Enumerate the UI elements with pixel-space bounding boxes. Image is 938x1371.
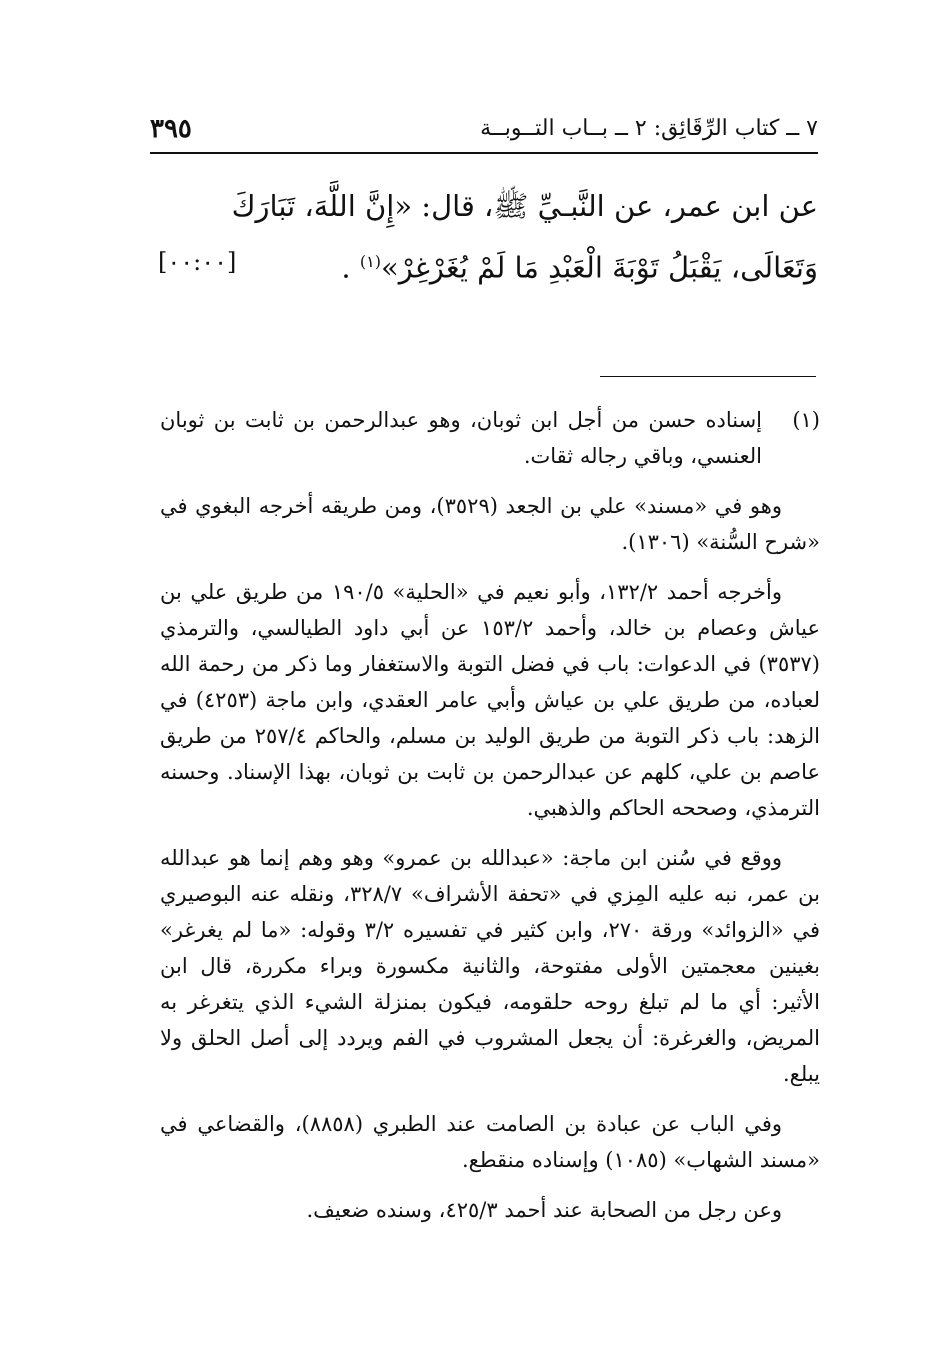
- footnote-paragraph: وفي الباب عن عبادة بن الصامت عند الطبري (٨٨٥٨)، والقضاعي في «مسند الشهاب» (١٠٨٥) وإسناده منقطع.: [160, 1112, 820, 1172]
- footnote-separator: [600, 376, 816, 377]
- footnote-paragraph: ووقع في سُنن ابن ماجة: «عبدالله بن عمرو» وهو وهم إنما هو عبدالله بن عمر، نبه عليه المِزي في «تحفة الأشراف» ٣٢٨/٧، ونقله عنه البوصيري في «الزوائد» ورقة ٢٧٠، وابن كثير في تفسيره ٣/٢ وقوله: «ما لم يغرغر» بغينين معجمتين الأولى مفتوحة، والثانية مكسورة وبراء مكررة، قال ابن الأثير: أي ما لم تبلغ روحه حلقومه، فيكون بمنزلة الشيء الذي يتغرغر به المريض، والغرغرة: أن يجعل المشروب في الفم ويردد إلى أصل الحلق ولا يبلع.: [160, 846, 821, 1086]
- hadith-line-1: عن ابن عمر، عن النَّبـيِّ ﷺ، قال: «إِنَّ اللَّهَ، تَبَارَكَ: [231, 189, 818, 223]
- footnote-text: إسناده حسن من أجل ابن ثوبان، وهو عبدالرحمن بن ثابت بن ثوبان العنسي، وباقي رجاله ثقات.: [160, 408, 762, 468]
- header-rule: [150, 152, 818, 154]
- running-header: [150, 112, 818, 152]
- hadith-line-2: وَتَعَالَى، يَقْبَلُ تَوْبَةَ الْعَبْدِ مَا لَمْ يُغَرْغِرْ»$^{(١)}$ . [٠٠:٠٠]: [150, 234, 818, 296]
- hadith-line-2-text: وَتَعَالَى، يَقْبَلُ تَوْبَةَ الْعَبْدِ مَا لَمْ يُغَرْغِرْ»: [380, 250, 818, 285]
- hadith-text: [150, 178, 818, 296]
- page-number: ٣٩٥: [150, 114, 192, 144]
- footnote-number: (١): [792, 408, 820, 432]
- footnote-paragraph: وعن رجل من الصحابة عند أحمد ٤٢٥/٣، وسنده ضعيف.: [306, 1198, 782, 1222]
- chapter-title: ٧ ــ كتاب الرِّقَائِق: ٢ ــ بــاب التــوبــة: [480, 116, 818, 141]
- footnote-marker: (١): [359, 252, 381, 271]
- footnote-paragraph: [160, 402, 820, 474]
- hadith-reference: [٠٠:٠٠]: [158, 248, 237, 276]
- footnotes: [160, 402, 820, 1242]
- footnote-paragraph: وهو في «مسند» علي بن الجعد (٣٥٢٩)، ومن طريقه أخرجه البغوي في «شرح السُّنة» (١٣٠٦).: [160, 494, 820, 554]
- footnote-paragraph: وأخرجه أحمد ١٣٢/٢، وأبو نعيم في «الحلية» ١٩٠/٥ من طريق علي بن عياش وعصام بن خالد، وأحمد ١٥٣/٢ عن أبي داود الطيالسي، والترمذي (٣٥٣٧) في الدعوات: باب في فضل التوبة والاستغفار وما ذكر من رحمة الله لعباده، من طريق علي بن عياش وأبي عامر العقدي، وابن ماجة (٤٢٥٣) في الزهد: باب ذكر التوبة من طريق الوليد بن مسلم، والحاكم ٢٥٧/٤ من طريق عاصم بن علي، كلهم عن عبدالرحمن بن ثابت بن ثوبان، بهذا الإسناد. وحسنه الترمذي، وصححه الحاكم والذهبي.: [160, 580, 821, 820]
